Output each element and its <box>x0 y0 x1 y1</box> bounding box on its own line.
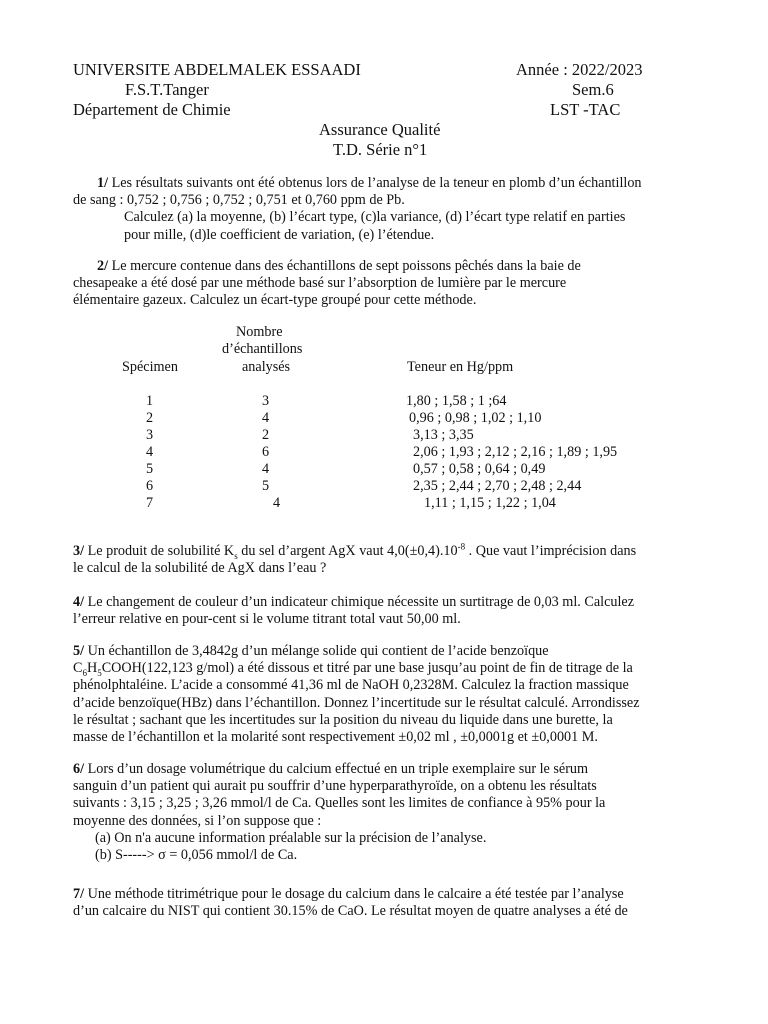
exercise-text: le résultat ; sachant que les incertitudes sur la position du niveau du liquide dans une burette, la <box>73 711 613 728</box>
exercise-option: (a) On n'a aucune information préalable sur la précision de l’analyse. <box>95 829 487 846</box>
table-cell: 1 <box>146 393 154 409</box>
table-cell: 0,57 ; 0,58 ; 0,64 ; 0,49 <box>413 461 546 477</box>
exercise-number: 7/ <box>73 886 85 902</box>
exercise-number: 2/ <box>97 258 109 274</box>
exercise-text: sanguin d’un patient qui aurait pu souffrir d’une hyperparathyroïde, on a obtenu les résultats <box>73 778 597 795</box>
exercise-text: Le mercure contenue dans des échantillons de sept poissons pêchés dans la baie de <box>108 258 581 274</box>
department-name: Département de Chimie <box>73 100 231 119</box>
exercise-text: d’un calcaire du NIST qui contient 30.15% de CaO. Le résultat moyen de quatre analyses a été de <box>73 903 628 920</box>
exercise-text: pour mille, (d)le coefficient de variation, (e) l’étendue. <box>124 226 435 243</box>
exercise-text: Une méthode titrimétrique pour le dosage du calcium dans le calcaire a été testée par l’analyse <box>84 886 624 902</box>
university-name: UNIVERSITE ABDELMALEK ESSAADI <box>73 60 361 79</box>
exercise-text: l’erreur relative en pour-cent si le volume titrant total vaut 50,00 ml. <box>73 611 461 628</box>
table-cell: 4 <box>262 461 270 477</box>
exercise-number: 3/ <box>73 543 85 559</box>
table-cell: 2,06 ; 1,93 ; 2,12 ; 2,16 ; 1,89 ; 1,95 <box>413 444 618 460</box>
table-cell: 2,35 ; 2,44 ; 2,70 ; 2,48 ; 2,44 <box>413 478 582 494</box>
exercise-text: moyenne des données, si l’on suppose que : <box>73 812 322 829</box>
table-cell: 2 <box>146 410 154 426</box>
exercise-text: élémentaire gazeux. Calculez un écart-type groupé pour cette méthode. <box>73 292 477 309</box>
table-cell: 4 <box>262 410 270 426</box>
table-cell: 3 <box>262 393 270 409</box>
exercise-7 <box>73 886 693 920</box>
exercise-number: 6/ <box>73 761 85 777</box>
exercise-text: Un échantillon de 3,4842g d’un mélange solide qui contient de l’acide benzoïque <box>84 643 549 659</box>
exercise-3 <box>73 543 693 577</box>
table-cell: 2 <box>262 427 270 443</box>
subscript: 6 <box>82 668 87 679</box>
table-cell: 1,80 ; 1,58 ; 1 ;64 <box>406 393 507 409</box>
exercise-number: 5/ <box>73 643 85 659</box>
exercise-text: . Que vaut l’imprécision dans <box>465 543 637 559</box>
table-cell: 6 <box>262 444 270 460</box>
program: LST -TAC <box>550 100 621 119</box>
exercise-text: d’acide benzoïque(HBz) dans l’échantillon. Donnez l’incertitude sur le résultat calculé. Arrondissez <box>73 694 640 711</box>
exercise-number: 1/ <box>97 175 109 191</box>
exercise-text: Le produit de solubilité K <box>84 543 235 559</box>
table-cell: 5 <box>262 478 270 494</box>
exercise-text: C <box>73 660 83 677</box>
exercise-text: de sang : 0,752 ; 0,756 ; 0,752 ; 0,751 et 0,760 ppm de Pb. <box>73 192 405 209</box>
exercise-option: (b) S-----> σ = 0,056 mmol/l de Ca. <box>95 847 298 864</box>
table-cell: 3,13 ; 3,35 <box>413 427 474 443</box>
table-cell: 3 <box>146 427 154 443</box>
table-cell: 4 <box>146 444 154 460</box>
table-cell: 0,96 ; 0,98 ; 1,02 ; 1,10 <box>409 410 542 426</box>
column-header: analysés <box>242 359 291 375</box>
column-header: Teneur en Hg/ppm <box>407 359 514 375</box>
academic-year: Année : 2022/2023 <box>516 60 643 79</box>
table-cell: 5 <box>146 461 154 477</box>
table-cell: 1,11 ; 1,15 ; 1,22 ; 1,04 <box>424 495 556 511</box>
column-header: Spécimen <box>122 359 178 375</box>
subscript: s <box>234 550 238 561</box>
exercise-text: le calcul de la solubilité de AgX dans l’eau ? <box>73 560 327 577</box>
exercise-text: masse de l’échantillon et la molarité sont respectivement ±0,02 ml , ±0,0001g et ±0,0001 M. <box>73 729 598 746</box>
exercise-text: Calculez (a) la moyenne, (b) l’écart type, (c)la variance, (d) l’écart type relatif en parties <box>124 209 626 226</box>
subscript: 5 <box>97 668 102 679</box>
exercise-text: du sel d’argent AgX vaut 4,0(±0,4).10 <box>237 543 458 559</box>
school-name: F.S.T.Tanger <box>125 80 209 99</box>
exercise-6 <box>73 761 693 864</box>
exercise-4 <box>73 594 693 628</box>
column-header: d’échantillons <box>222 341 303 357</box>
semester: Sem.6 <box>572 80 614 99</box>
table-cell: 6 <box>146 478 154 494</box>
exercise-text: Lors d’un dosage volumétrique du calcium effectué en un triple exemplaire sur le sérum <box>84 761 589 777</box>
exercise-text: H <box>86 660 98 677</box>
superscript: -8 <box>457 541 466 552</box>
series-title: T.D. Série n°1 <box>333 140 428 159</box>
exercise-text: Les résultats suivants ont été obtenus lors de l’analyse de la teneur en plomb d’un échantillon <box>108 175 642 191</box>
table-cell: 7 <box>146 495 154 511</box>
table-cell: 4 <box>273 495 281 511</box>
exercise-text: COOH(122,123 g/mol) a été dissous et titré par une base jusqu’au point de fin de titrage de la <box>101 660 633 677</box>
exercise-number: 4/ <box>73 594 85 610</box>
exercise-text: suivants : 3,15 ; 3,25 ; 3,26 mmol/l de Ca. Quelles sont les limites de confiance à 95% pour la <box>73 795 606 812</box>
exercise-text: Le changement de couleur d’un indicateur chimique nécessite un surtitrage de 0,03 ml. Calculez <box>84 594 635 610</box>
exercise-text: chesapeake a été dosé par une méthode basé sur l’absorption de lumière par le mercure <box>73 275 567 292</box>
exercise-5 <box>73 643 693 746</box>
column-header: Nombre <box>236 324 283 340</box>
exercise-text: phénolphtaléine. L’acide a consommé 41,36 ml de NaOH 0,2328M. Calculez la fraction massique <box>73 677 629 694</box>
course-title: Assurance Qualité <box>319 120 441 139</box>
